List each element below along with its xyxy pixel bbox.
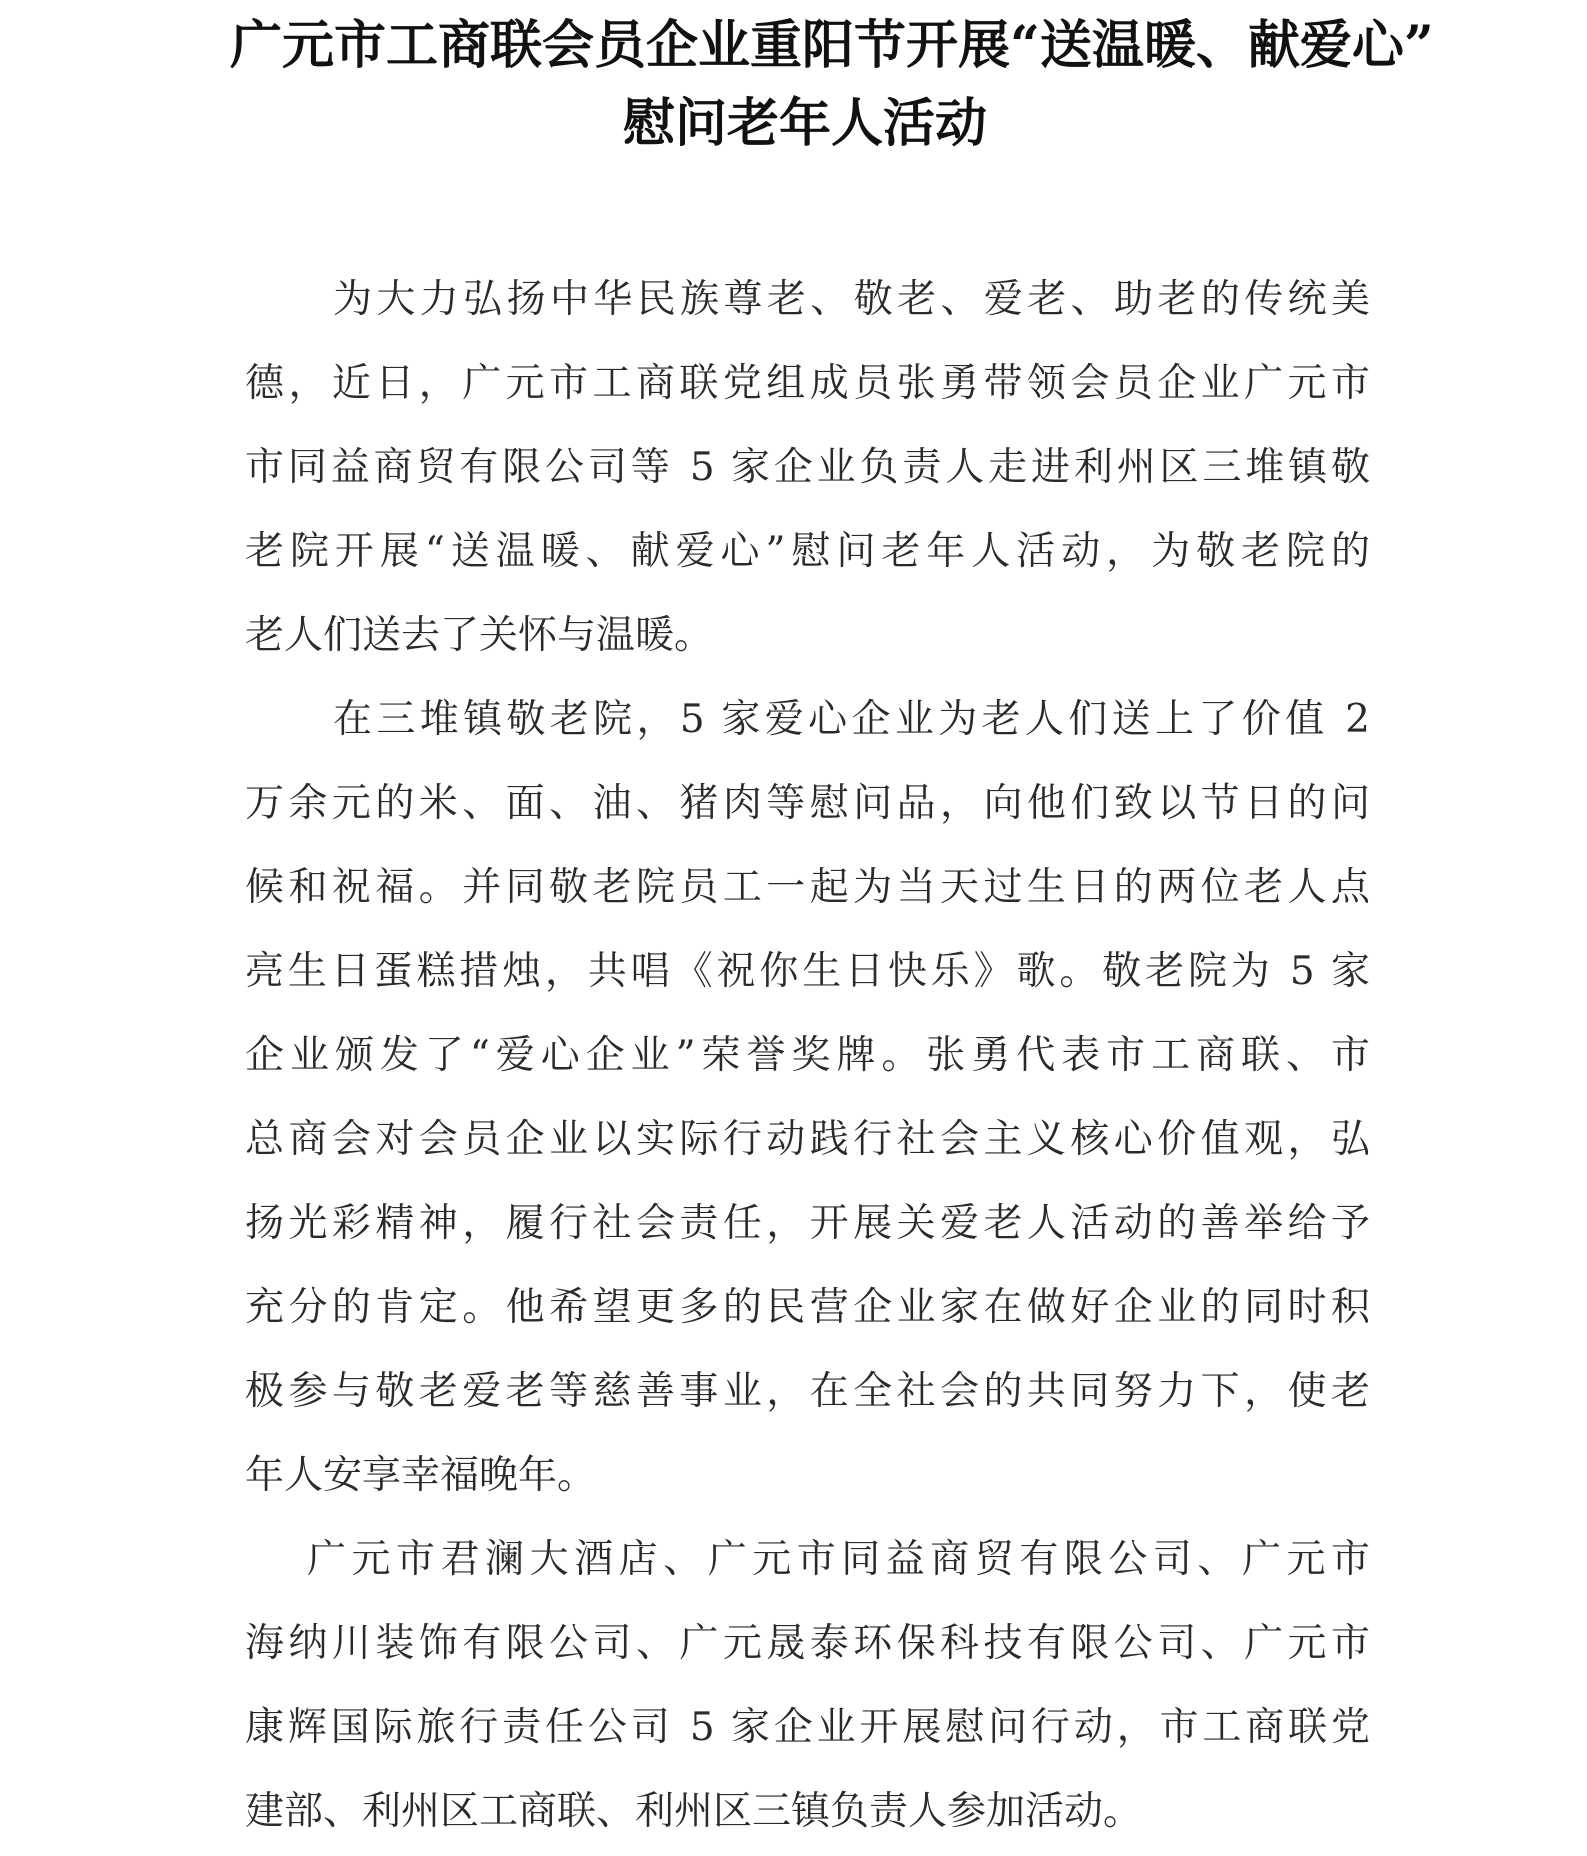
- paragraph-line: 老人们送去了关怀与温暖。: [245, 613, 714, 658]
- paragraph-line: 总商会对会员企业以实际行动践行社会主义核心价值观，弘: [245, 1117, 1370, 1162]
- document-body: [245, 258, 1370, 1854]
- paragraph-line: 扬光彩精神，履行社会责任，开展关爱老人活动的善举给予: [245, 1201, 1370, 1246]
- paragraph-line: 为大力弘扬中华民族尊老、敬老、爱老、助老的传统美: [333, 277, 1370, 322]
- document-title-line-1: 广元市工商联会员企业重阳节开展“送温暖、献爱心”: [230, 15, 1434, 76]
- paragraph-2: [245, 678, 1370, 1518]
- paragraph-line: 广元市君澜大酒店、广元市同益商贸有限公司、广元市: [307, 1537, 1370, 1582]
- paragraph-3: [245, 1518, 1370, 1854]
- paragraph-line: 极参与敬老爱老等慈善事业，在全社会的共同努力下，使老: [245, 1369, 1370, 1414]
- paragraph-line: 市同益商贸有限公司等 5 家企业负责人走进利州区三堆镇敬: [245, 445, 1370, 490]
- paragraph-line: 充分的肯定。他希望更多的民营企业家在做好企业的同时积: [245, 1285, 1370, 1330]
- paragraph-line: 康辉国际旅行责任公司 5 家企业开展慰问行动，市工商联党: [245, 1705, 1370, 1750]
- paragraph-line: 在三堆镇敬老院，5 家爱心企业为老人们送上了价值 2: [333, 697, 1370, 742]
- document-title-line-2: 慰问老年人活动: [622, 93, 987, 154]
- paragraph-1: [245, 258, 1370, 678]
- paragraph-line: 亮生日蛋糕措烛，共唱《祝你生日快乐》歌。敬老院为 5 家: [245, 949, 1370, 994]
- paragraph-line: 万余元的米、面、油、猪肉等慰问品，向他们致以节日的问: [245, 781, 1370, 826]
- paragraph-line: 企业颁发了“爱心企业”荣誉奖牌。张勇代表市工商联、市: [245, 1033, 1370, 1078]
- paragraph-line: 海纳川装饰有限公司、广元晟泰环保科技有限公司、广元市: [245, 1621, 1370, 1666]
- paragraph-line: 候和祝福。并同敬老院员工一起为当天过生日的两位老人点: [245, 865, 1370, 910]
- paragraph-line: 德，近日，广元市工商联党组成员张勇带领会员企业广元市: [245, 361, 1370, 406]
- paragraph-line: 年人安享幸福晚年。: [245, 1453, 597, 1498]
- paragraph-line: 老院开展“送温暖、献爱心”慰问老年人活动，为敬老院的: [245, 529, 1370, 574]
- paragraph-line: 建部、利州区工商联、利州区三镇负责人参加活动。: [245, 1789, 1143, 1834]
